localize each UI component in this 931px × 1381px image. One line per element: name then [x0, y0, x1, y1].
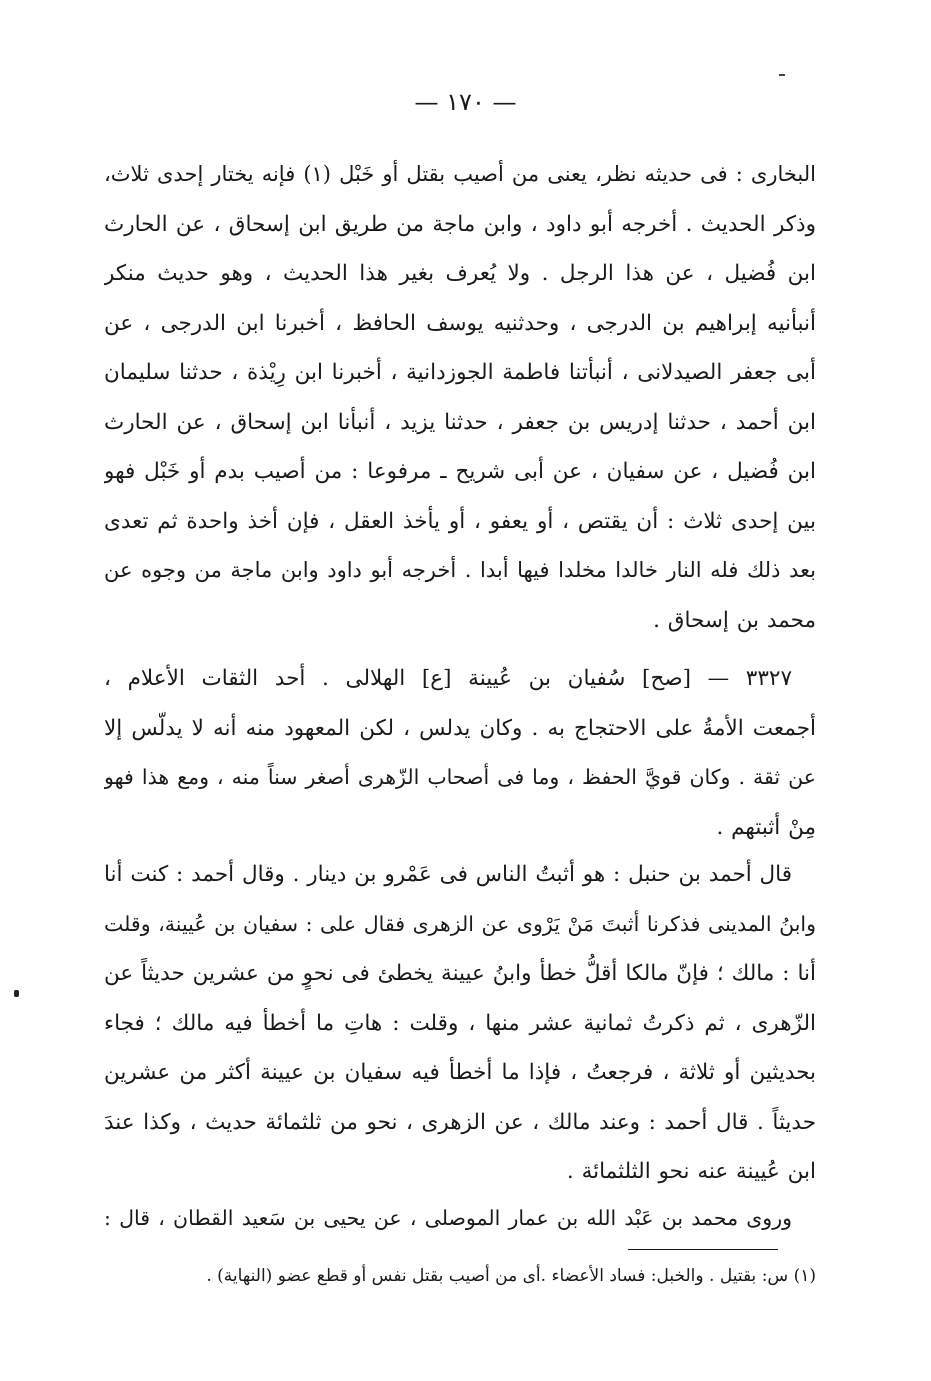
text-line: الزّهرى ، ثم ذكرتُ ثمانية عشر منها ، وقلت : هاتِ ما أخطأ فيه مالك ؛ فجاء: [104, 1010, 816, 1036]
entry-heading-line: ٣٣٢٧ — [صح] سُفيان بن عُيينة [ع] الهلالى . أحد الثقات الأعلام ،: [104, 666, 792, 691]
text-line: بين إحدى ثلاث : أن يقتص ، أو يعفو ، أو يأخذ العقل ، فإن أخذ واحدة ثم تعدى: [104, 508, 816, 534]
text-line: وابنُ المدينى فذكرنا أثبتَ مَنْ يَرْوى عن الزهرى فقال على : سفيان بن عُيينة، وقلت: [104, 911, 816, 936]
paragraph-3: [104, 850, 816, 1197]
text-line: حديثاً . قال أحمد : وعند مالك ، عن الزهرى ، نحو من ثلثمائة حديث ، وكذا عندَ: [104, 1109, 816, 1135]
text-line: أجمعت الأمةُ على الاحتجاج به . وكان يدلس ، لكن المعهود منه أنه لا يدلّس إلا: [104, 715, 816, 741]
text-line: أبى جعفر الصيدلانى ، أنبأتنا فاطمة الجوزدانية ، أخبرنا ابن رِيْذة ، حدثنا سليمان: [104, 360, 816, 385]
text-line: بعد ذلك فله النار خالدا مخلدا فيها أبدا . أخرجه أبو داود وابن ماجة من وجوه عن: [104, 558, 816, 582]
text-line: البخارى : فى حديثه نظر، يعنى من أصيب بقتل أو خَبْل (١) فإنه يختار إحدى ثلاث،: [104, 162, 816, 186]
scan-dot: [14, 990, 19, 997]
text-line: بحديثين أو ثلاثة ، فرجعتُ ، فإذا ما أخطأ فيه سفيان بن عيينة أكثر من عشرين: [104, 1060, 816, 1085]
footnote-separator: [628, 1249, 778, 1250]
scan-mark: [779, 74, 785, 76]
footnote: (١) س: بقتيل . والخبل: فساد الأعضاء .أى من أصيب بقتل نفس أو قطع عضو (النهاية) .: [206, 1266, 816, 1286]
text-line: أنبأنيه إبراهيم بن الدرجى ، وحدثنيه يوسف الحافظ ، أخبرنا ابن الدرجى ، عن: [104, 310, 816, 336]
text-line: عن ثقة . وكان قويَّ الحفظ ، وما فى أصحاب الزّهرى أصغر سناً منه ، ومع هذا فهو: [104, 765, 816, 789]
text-line: قال أحمد بن حنبل : هو أثبتُ الناس فى عَمْرو بن دينار . وقال أحمد : كنت أنا: [104, 862, 792, 887]
paragraph-2-entry-3327: [104, 654, 816, 852]
text-line: ابن فُضيل ، عن هذا الرجل . ولا يُعرف بغير هذا الحديث ، وهو حديث منكر: [104, 261, 816, 286]
text-line: مِنْ أثبتهم .: [716, 814, 816, 840]
text-line: ابن عُيينة عنه نحو الثلثمائة .: [566, 1159, 816, 1184]
text-line: ابن فُضيل ، عن سفيان ، عن أبى شريح ـ مرفوعا : من أصيب بدم أو خَبْل فهو: [104, 459, 816, 484]
text-line: وروى محمد بن عَبْد الله بن عمار الموصلى ، عن يحيى بن سَعيد القطان ، قال :: [104, 1206, 792, 1230]
text-line: محمد بن إسحاق .: [653, 607, 816, 633]
text-line: وذكر الحديث . أخرجه أبو داود ، وابن ماجة من طريق ابن إسحاق ، عن الحارث: [104, 211, 816, 237]
text-line: ابن أحمد ، حدثنا إدريس بن جعفر ، حدثنا يزيد ، أنبأنا ابن إسحاق ، عن الحارث: [104, 409, 816, 435]
paragraph-1: [104, 150, 816, 645]
page-number: — ١٧٠ —: [414, 88, 517, 116]
text-line: أنا : مالك ؛ فإنّ مالكا أقلُّ خطأ وابنُ عيينة يخطئ فى نحوٍ من عشرين حديثاً عن: [104, 961, 816, 986]
paragraph-4: [104, 1194, 816, 1244]
